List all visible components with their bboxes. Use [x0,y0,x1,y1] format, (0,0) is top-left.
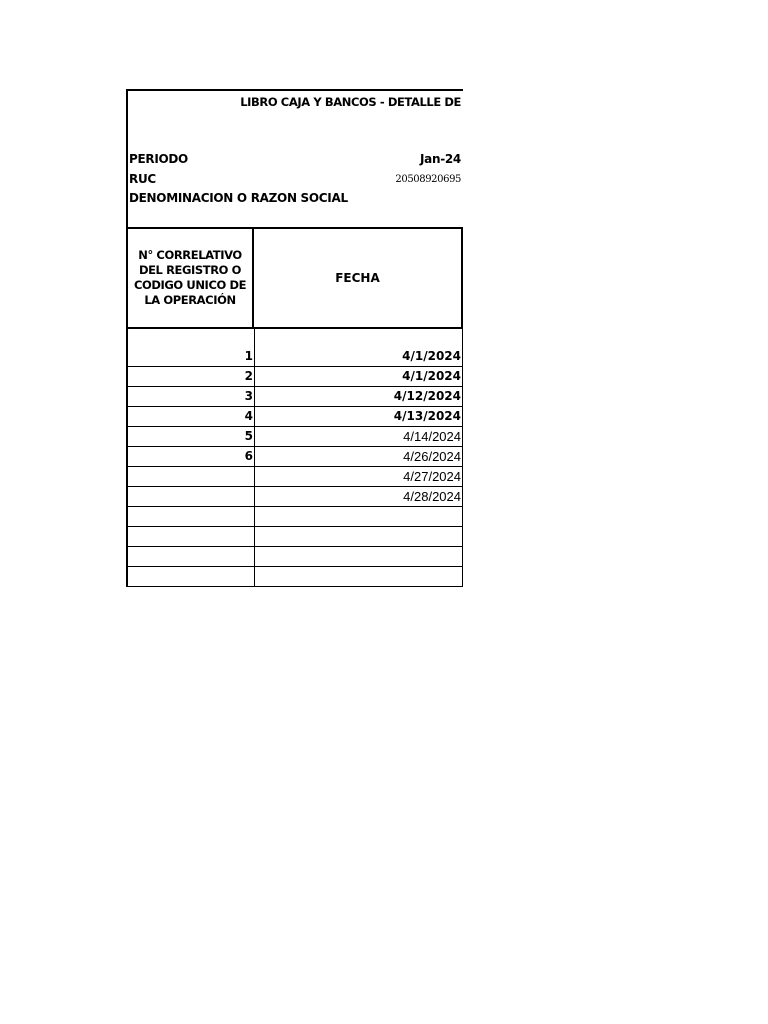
table-row [128,387,462,407]
table-body [128,347,463,587]
cell-correlativo [128,527,255,546]
cell-correlativo: 6 [128,447,255,466]
cell-fecha [255,527,462,546]
cell-fecha: 4/28/2024 [403,489,461,504]
ledger-sheet [126,89,463,587]
denominacion-row [129,191,463,209]
sheet-header [128,91,463,227]
denominacion-label: DENOMINACION O RAZON SOCIAL [129,191,348,205]
periodo-value: Jan-24 [420,152,461,166]
table-row [128,427,462,447]
ruc-label: RUC [129,172,156,186]
cell-fecha: 4/12/2024 [393,389,461,403]
table-row [128,407,462,427]
table-row [128,487,462,507]
cell-correlativo: 4 [128,407,255,426]
cell-correlativo [128,547,255,566]
table-row [128,347,462,367]
cell-correlativo [128,507,255,526]
cell-correlativo [128,467,255,486]
cell-correlativo: 2 [128,367,255,386]
cell-fecha: 4/1/2024 [402,369,461,383]
ruc-value: 20508920695 [395,174,461,185]
table-spacer-row [128,329,463,347]
table-row [128,447,462,467]
table-row [128,547,462,567]
periodo-label: PERIODO [129,152,188,166]
ruc-row [129,172,463,190]
cell-correlativo: 3 [128,387,255,406]
cell-fecha: 4/27/2024 [403,469,461,484]
cell-fecha: 4/26/2024 [403,449,461,464]
column-header-row [128,227,463,329]
cell-fecha: 4/13/2024 [393,409,461,423]
cell-fecha: 4/14/2024 [403,429,461,444]
column-header-fecha: FECHA [335,271,380,285]
cell-fecha [255,567,462,586]
cell-correlativo [128,567,255,586]
table-row [128,467,462,487]
cell-fecha: 4/1/2024 [402,349,461,363]
table-row [128,567,462,587]
table-row [128,527,462,547]
table-row [128,507,462,527]
periodo-row [129,152,463,170]
table-row [128,367,462,387]
column-header-correlativo: N° CORRELATIVO DEL REGISTRO O CODIGO UNICO DE LA OPERACIÓN [128,229,254,327]
cell-correlativo: 5 [128,427,255,446]
cell-correlativo [128,487,255,506]
cell-fecha [255,547,462,566]
cell-fecha [255,507,462,526]
cell-correlativo: 1 [128,347,255,366]
sheet-title: LIBRO CAJA Y BANCOS - DETALLE DE [240,95,461,109]
